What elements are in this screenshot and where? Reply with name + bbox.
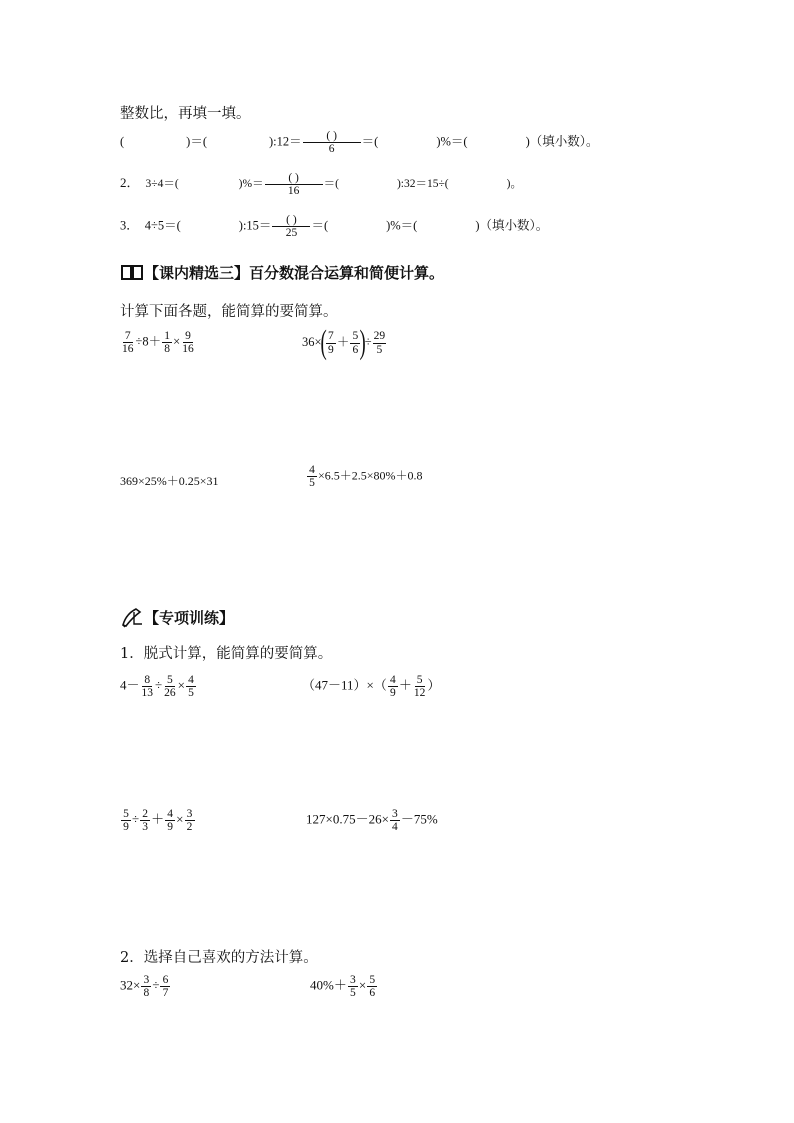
expr-text: 36× <box>302 334 322 349</box>
question-1: 1．脱式计算，能简算的要简算。 <box>120 646 333 662</box>
operator: × <box>176 811 184 827</box>
row1-text-d: )%＝( <box>436 134 468 149</box>
operator: × <box>173 334 181 349</box>
row2-text-e: )。 <box>506 178 522 191</box>
fraction: $\frac{3}{5}$ <box>348 974 358 999</box>
operator: × <box>177 677 185 693</box>
question-2: 2．选择自己喜欢的方法计算。 <box>120 950 318 966</box>
operator: ＋ <box>336 334 350 349</box>
pen-note-icon <box>120 606 144 632</box>
fraction: $\frac{4}{9}$ <box>165 808 175 833</box>
section-title: 【专项训练】 <box>144 609 235 627</box>
operator: ＋ <box>398 677 412 693</box>
fraction: $\frac{29}{5}$ <box>373 330 386 356</box>
fraction: $\frac{5}{26}$ <box>164 674 176 700</box>
fraction: $\frac{( )}{25}$ <box>272 214 310 239</box>
fraction: $\frac{5}{6}$ <box>350 330 360 355</box>
fraction: $\frac{5}{12}$ <box>413 674 426 700</box>
fill-row-2 <box>120 172 522 197</box>
expression-4 <box>306 464 423 489</box>
expr-text: ） <box>427 677 441 693</box>
fraction: $\frac{5}{9}$ <box>121 808 131 833</box>
operator: ÷ <box>364 334 372 349</box>
expression-3: 369×25%＋0.25×31 <box>120 474 219 488</box>
expr-text: （47－11）×（ <box>302 677 387 693</box>
expr-text: 32× <box>120 977 141 993</box>
expression-5 <box>120 674 197 699</box>
fraction: $\frac{3}{8}$ <box>141 974 151 999</box>
row3-text-a: 4÷5＝( <box>144 218 181 233</box>
row2-text-b: )%＝ <box>238 178 264 191</box>
operator: ÷ <box>152 977 160 993</box>
expr-text: ×6.5＋2.5×80%＋0.8 <box>318 468 423 483</box>
paren-open: ( <box>120 134 125 149</box>
fraction: $\frac{1}{8}$ <box>162 330 172 355</box>
expr-text: 40%＋ <box>310 977 347 993</box>
expression-8 <box>306 808 438 833</box>
row1-text-b: ):12＝ <box>269 134 302 149</box>
item-number: 3． <box>120 218 139 233</box>
row2-text-c: ＝( <box>323 178 339 191</box>
row3-text-b: ):15＝ <box>238 218 272 233</box>
row1-text-e: )（填小数）。 <box>525 134 599 149</box>
row2-text-d: ):32＝15÷( <box>396 178 449 191</box>
fraction: $\frac{4}{9}$ <box>388 674 398 699</box>
row3-text-d: )%＝( <box>386 218 418 233</box>
row3-text-c: ＝( <box>311 218 329 233</box>
book-icon <box>120 263 144 285</box>
fraction: $\frac{2}{3}$ <box>140 808 150 833</box>
expression-10 <box>310 974 378 999</box>
fraction: $\frac{7}{9}$ <box>326 330 336 355</box>
row2-text-a: 3÷4＝( <box>145 178 179 191</box>
fill-row-1 <box>120 130 598 155</box>
instruction-1: 计算下面各题，能简算的要简算。 <box>120 304 338 320</box>
expression-1 <box>120 330 196 355</box>
fraction: $\frac{3}{4}$ <box>390 808 400 833</box>
fraction: $\frac{( )}{6}$ <box>303 130 361 155</box>
expression-9 <box>120 974 171 999</box>
expr-text: 127×0.75－26× <box>306 811 389 827</box>
operator: ＋ <box>151 811 165 827</box>
paren-right: ) <box>359 324 367 361</box>
expression-6 <box>302 674 440 699</box>
item-number: 2． <box>120 175 140 191</box>
fraction: $\frac{( )}{16}$ <box>265 172 323 197</box>
fraction: $\frac{4}{5}$ <box>307 464 317 489</box>
row3-text-e: )（填小数）。 <box>475 218 549 233</box>
section-header-1 <box>120 262 444 285</box>
operator: ÷ <box>155 677 163 693</box>
expr-text: 4－ <box>120 677 140 693</box>
section-title: 【课内精选三】百分数混合运算和简便计算。 <box>144 264 445 282</box>
fraction: $\frac{6}{7}$ <box>160 974 170 999</box>
section-header-2 <box>120 606 234 632</box>
row1-text-c: ＝( <box>361 134 379 149</box>
operator: ÷ <box>132 811 140 827</box>
expression-2 <box>302 326 387 360</box>
operator: ÷8＋ <box>135 334 162 349</box>
paren-left: ( <box>320 324 327 361</box>
intro-text: 整数比，再填一填。 <box>120 106 251 122</box>
fraction: $\frac{4}{5}$ <box>186 674 196 699</box>
expression-7 <box>120 808 196 833</box>
fraction: $\frac{9}{16}$ <box>182 330 194 356</box>
expr-text: －75% <box>400 811 438 827</box>
fraction: $\frac{3}{2}$ <box>185 808 195 833</box>
operator: × <box>358 977 367 993</box>
fill-row-3 <box>120 214 548 239</box>
fraction: $\frac{8}{13}$ <box>141 674 154 700</box>
fraction: $\frac{5}{6}$ <box>367 974 377 999</box>
fraction: $\frac{7}{16}$ <box>122 330 134 356</box>
row1-text-a: )＝( <box>186 134 207 149</box>
